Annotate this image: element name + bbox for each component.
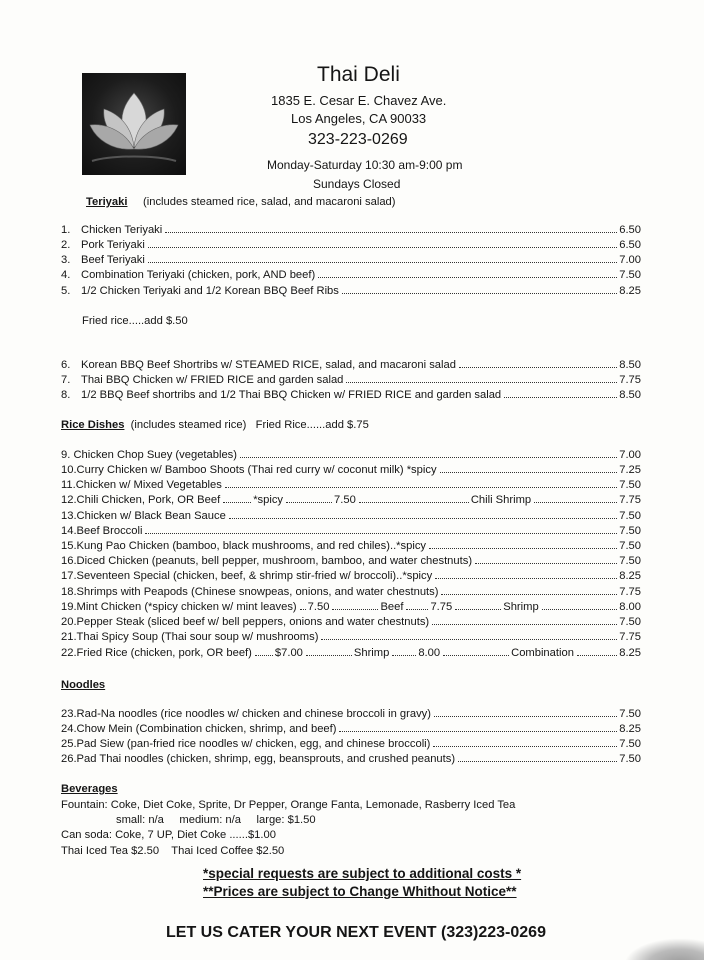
- dot-leader: [223, 502, 251, 503]
- menu-item: [61, 568, 641, 583]
- rice-dishes-section-header: [61, 419, 369, 431]
- item-price: 8.25: [619, 285, 641, 297]
- item-number: 8.: [61, 389, 71, 401]
- dot-leader: [148, 262, 617, 263]
- item-number: 6.: [61, 359, 71, 371]
- hours-sunday: Sundays Closed: [313, 177, 401, 191]
- menu-item: [61, 751, 641, 766]
- dot-leader: [534, 502, 617, 503]
- dot-leader: [342, 293, 617, 294]
- item-name: 1/2 BBQ Beef shortribs and 1/2 Thai BBQ Chicken w/ FRIED RICE and garden salad: [81, 389, 502, 401]
- dot-leader: [435, 578, 617, 579]
- teriyaki-section-header: [86, 196, 395, 208]
- menu-item: [61, 447, 641, 462]
- menu-item: [61, 584, 641, 599]
- dot-leader: [577, 655, 617, 656]
- beverages-iced: Thai Iced Tea $2.50 Thai Iced Coffee $2.50: [61, 845, 285, 857]
- item-price: 6.50: [619, 239, 641, 251]
- hours-weekdays: Monday-Saturday 10:30 am-9:00 pm: [267, 158, 463, 172]
- beverages-heading: Beverages: [61, 783, 118, 795]
- dot-leader: [321, 639, 617, 640]
- menu-item: [61, 721, 641, 736]
- item-price: 7.75: [619, 494, 641, 506]
- menu-item: [61, 237, 641, 252]
- price-change-note: **Prices are subject to Change Whithout Notice**: [203, 884, 517, 899]
- menu-item: [61, 645, 641, 660]
- rice-dishes-fried-rice: Fried Rice......add $.75: [255, 419, 369, 431]
- item-name: 13.Chicken w/ Black Bean Sauce: [61, 510, 226, 522]
- item-price: 7.50: [619, 540, 641, 552]
- menu-item: [61, 508, 641, 523]
- item-name: 10.Curry Chicken w/ Bamboo Shoots (Thai red curry w/ coconut milk) *spicy: [61, 464, 437, 476]
- menu-item: [61, 477, 641, 492]
- dot-leader: [148, 247, 617, 248]
- item-variant: Shrimp: [353, 647, 390, 659]
- menu-item: [61, 372, 641, 387]
- item-price: 7.75: [619, 631, 641, 643]
- item-number: 5.: [61, 285, 71, 297]
- address-line-1: 1835 E. Cesar E. Chavez Ave.: [271, 93, 447, 108]
- item-name: Korean BBQ Beef Shortribs w/ STEAMED RICE, salad, and macaroni salad: [81, 359, 456, 371]
- dot-leader: [455, 609, 501, 610]
- menu-item: [61, 357, 641, 372]
- dot-leader: [332, 609, 378, 610]
- item-name: 22.Fried Rice (chicken, pork, OR beef): [61, 647, 252, 659]
- item-variant-price: 8.00: [418, 647, 441, 659]
- item-price: 6.50: [619, 224, 641, 236]
- special-requests-note: *special requests are subject to additional costs *: [203, 866, 522, 881]
- item-name: Combination Teriyaki (chicken, pork, AND beef): [81, 269, 316, 281]
- item-price: 7.50: [619, 738, 641, 750]
- menu-item: [61, 283, 641, 298]
- item-price: 7.00: [619, 449, 641, 461]
- menu-item: [61, 614, 641, 629]
- dot-leader: [165, 232, 617, 233]
- item-price: 7.50: [619, 708, 641, 720]
- menu-item: [61, 736, 641, 751]
- menu-item: [61, 599, 641, 614]
- item-variant: *spicy: [253, 494, 284, 506]
- item-price: 8.25: [619, 647, 641, 659]
- item-name: 15.Kung Pao Chicken (bamboo, black mushrooms, and red chiles)..*spicy: [61, 540, 427, 552]
- item-number: 4.: [61, 269, 71, 281]
- dot-leader: [255, 655, 273, 656]
- fried-rice-note: Fried rice.....add $.50: [82, 315, 188, 327]
- menu-item: [61, 629, 641, 644]
- item-name: 26.Pad Thai noodles (chicken, shrimp, egg, beansprouts, and crushed peanuts): [61, 753, 456, 765]
- item-name: 16.Diced Chicken (peanuts, bell pepper, mushroom, bamboo, and water chestnuts): [61, 555, 473, 567]
- phone-number: 323-223-0269: [308, 131, 408, 148]
- lotus-flower-icon: [82, 73, 186, 175]
- menu-item: [61, 462, 641, 477]
- dot-leader: [318, 277, 617, 278]
- dot-leader: [229, 518, 617, 519]
- teriyaki-heading: Teriyaki: [86, 196, 128, 208]
- menu-item: [61, 706, 641, 721]
- item-name: Thai BBQ Chicken w/ FRIED RICE and garden salad: [81, 374, 344, 386]
- item-price: 7.50: [619, 510, 641, 522]
- item-variant: Shrimp: [503, 601, 539, 613]
- menu-item: [61, 222, 641, 237]
- noodles-heading: Noodles: [61, 679, 106, 691]
- dot-leader: [300, 609, 306, 610]
- item-price: 8.50: [619, 359, 641, 371]
- item-name: 21.Thai Spicy Soup (Thai sour soup w/ mushrooms): [61, 631, 319, 643]
- dot-leader: [225, 487, 617, 488]
- dot-leader: [346, 382, 617, 383]
- teriyaki-note: (includes steamed rice, salad, and macaroni salad): [143, 196, 396, 208]
- item-price: 8.25: [619, 723, 641, 735]
- item-price: 8.00: [619, 601, 641, 613]
- restaurant-title: Thai Deli: [317, 63, 400, 86]
- item-name: 9. Chicken Chop Suey (vegetables): [61, 449, 237, 461]
- dot-leader: [145, 533, 617, 534]
- dot-leader: [504, 397, 617, 398]
- dot-leader: [459, 367, 617, 368]
- dot-leader: [429, 548, 617, 549]
- beverages-section-header: [61, 783, 118, 795]
- item-price: 8.50: [619, 389, 641, 401]
- item-price: 7.75: [619, 586, 641, 598]
- item-price: 7.50: [619, 753, 641, 765]
- item-variant-price: 7.50: [307, 601, 330, 613]
- dot-leader: [458, 761, 617, 762]
- item-price: 7.50: [619, 616, 641, 628]
- item-name: 19.Mint Chicken (*spicy chicken w/ mint leaves): [61, 601, 297, 613]
- menu-item: [61, 252, 641, 267]
- item-name: 11.Chicken w/ Mixed Vegetables: [61, 479, 222, 491]
- catering-banner: LET US CATER YOUR NEXT EVENT (323)223-0269: [166, 924, 546, 941]
- item-name: 14.Beef Broccoli: [61, 525, 143, 537]
- menu-item: [61, 523, 641, 538]
- item-variant-price: $7.00: [274, 647, 303, 659]
- item-name: Chicken Teriyaki: [81, 224, 163, 236]
- dot-leader: [440, 472, 618, 473]
- address-line-2: Los Angeles, CA 90033: [291, 111, 427, 126]
- rice-dishes-note: (includes steamed rice): [130, 419, 247, 431]
- item-price: 7.25: [619, 464, 641, 476]
- item-name: 24.Chow Mein (Combination chicken, shrimp, and beef): [61, 723, 337, 735]
- menu-item: [61, 492, 641, 507]
- menu-item: [61, 553, 641, 568]
- item-price: 7.00: [619, 254, 641, 266]
- item-number: 7.: [61, 374, 71, 386]
- page-curl-shadow: [624, 938, 704, 960]
- item-name: 1/2 Chicken Teriyaki and 1/2 Korean BBQ Beef Ribs: [81, 285, 339, 297]
- item-variant-price: 7.50: [334, 494, 356, 506]
- dot-leader: [441, 594, 617, 595]
- item-price: 7.50: [619, 555, 641, 567]
- item-price: 7.50: [619, 479, 641, 491]
- dot-leader: [542, 609, 618, 610]
- rice-dishes-heading: Rice Dishes: [61, 419, 125, 431]
- lotus-image: [82, 73, 186, 175]
- item-name: 25.Pad Siew (pan-fried rice noodles w/ chicken, egg, and chinese broccoli): [61, 738, 431, 750]
- dot-leader: [392, 655, 416, 656]
- dot-leader: [359, 502, 469, 503]
- menu-item: [61, 267, 641, 282]
- dot-leader: [434, 716, 617, 717]
- dot-leader: [406, 609, 428, 610]
- dot-leader: [433, 746, 617, 747]
- item-variant: Chili Shrimp: [470, 494, 532, 506]
- item-variant-price: 7.75: [430, 601, 453, 613]
- dot-leader: [443, 655, 509, 656]
- item-number: 1.: [61, 224, 71, 236]
- item-name: 23.Rad-Na noodles (rice noodles w/ chicken and chinese broccoli in gravy): [61, 708, 432, 720]
- dot-leader: [432, 624, 617, 625]
- menu-item: [61, 387, 641, 402]
- item-number: 2.: [61, 239, 71, 251]
- item-name: 12.Chili Chicken, Pork, OR Beef: [61, 494, 221, 506]
- menu-item: [61, 538, 641, 553]
- beverages-fountain: Fountain: Coke, Diet Coke, Sprite, Dr Pepper, Orange Fanta, Lemonade, Rasberry Iced Tea: [61, 799, 516, 811]
- item-name: 17.Seventeen Special (chicken, beef, & shrimp stir-fried w/ broccoli)..*spicy: [61, 570, 433, 582]
- item-name: Beef Teriyaki: [81, 254, 145, 266]
- item-price: 7.50: [619, 269, 641, 281]
- beverages-can-soda: Can soda: Coke, 7 UP, Diet Coke ......$1.00: [61, 829, 276, 841]
- item-price: 7.75: [619, 374, 641, 386]
- dot-leader: [475, 563, 617, 564]
- item-name: 20.Pepper Steak (sliced beef w/ bell peppers, onions and water chestnuts): [61, 616, 430, 628]
- item-variant: Beef: [380, 601, 404, 613]
- item-price: 8.25: [619, 570, 641, 582]
- noodles-section-header: [61, 679, 105, 691]
- dot-leader: [286, 502, 332, 503]
- dot-leader: [306, 655, 352, 656]
- item-price: 7.50: [619, 525, 641, 537]
- dot-leader: [240, 457, 617, 458]
- item-name: 18.Shrimps with Peapods (Chinese snowpeas, onions, and water chestnuts): [61, 586, 439, 598]
- item-name: Pork Teriyaki: [81, 239, 145, 251]
- dot-leader: [339, 731, 617, 732]
- beverages-sizes: small: n/a medium: n/a large: $1.50: [116, 814, 316, 826]
- item-number: 3.: [61, 254, 71, 266]
- item-variant: Combination: [511, 647, 574, 659]
